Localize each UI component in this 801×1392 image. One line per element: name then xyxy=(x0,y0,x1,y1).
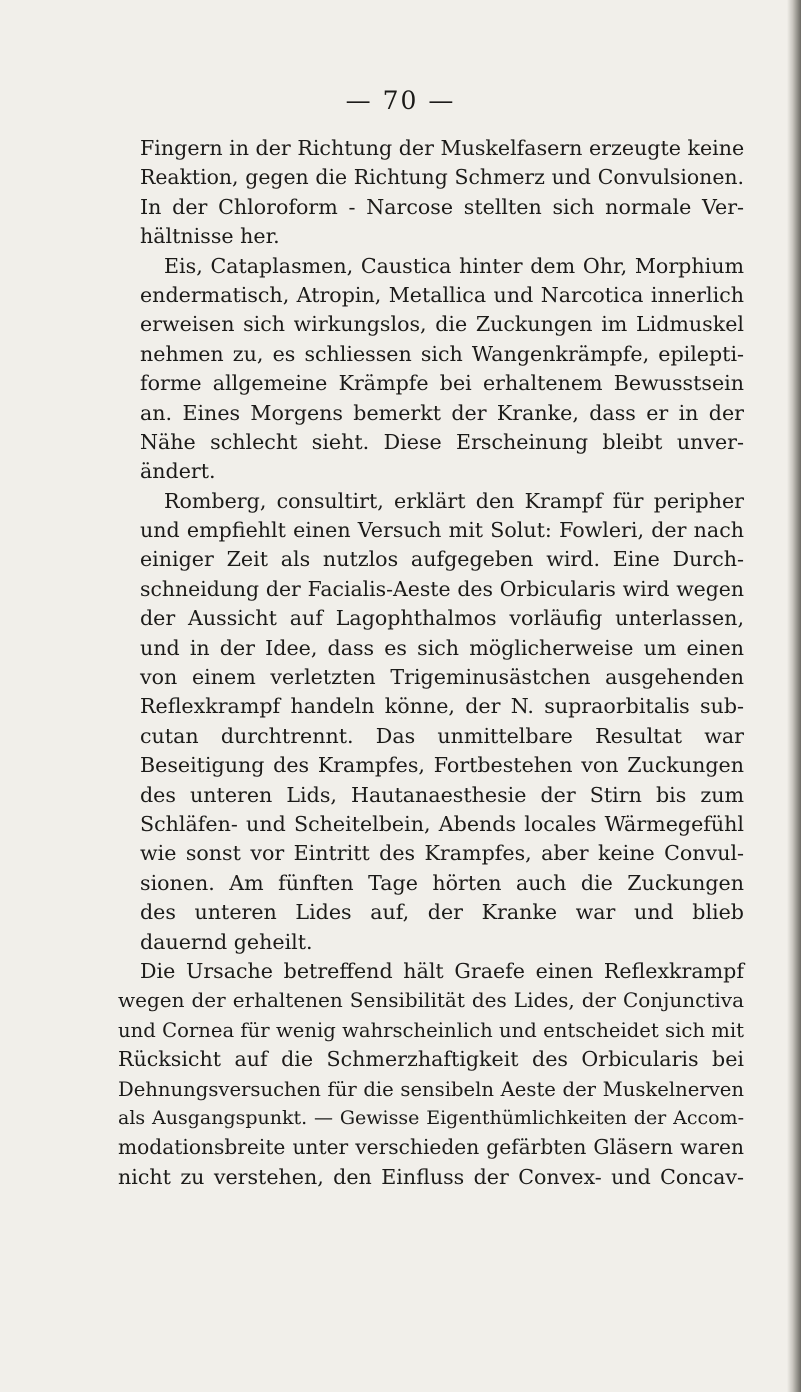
text-line: schneidung der Facialis-Aeste des Orbicularis wird wegen xyxy=(140,576,744,601)
text-line: sionen. Am fünften Tage hörten auch die Zuckungen xyxy=(140,870,744,895)
text-line: forme allgemeine Krämpfe bei erhaltenem Bewusstsein xyxy=(140,371,744,396)
text-line: nehmen zu, es schliessen sich Wangenkrämpfe, epilepti- xyxy=(140,341,744,366)
text-line: In der Chloroform - Narcose stellten sich normale Ver- xyxy=(140,194,744,219)
text-line: Rücksicht auf die Schmerzhaftigkeit des Orbicularis bei xyxy=(118,1047,744,1072)
text-line: Reaktion, gegen die Richtung Schmerz und Convulsionen. xyxy=(140,165,744,190)
text-line: einiger Zeit als nutzlos aufgegeben wird. Eine Durch- xyxy=(140,547,744,572)
text-line: modationsbreite unter verschieden gefärbten Gläsern waren xyxy=(118,1135,744,1160)
text-line: Schläfen- und Scheitelbein, Abends locales Wärmegefühl xyxy=(140,811,744,836)
page-number: — 70 — xyxy=(345,86,456,115)
text-line: wegen der erhaltenen Sensibilität des Lides, der Conjunctiva xyxy=(118,988,744,1013)
text-line: an. Eines Morgens bemerkt der Kranke, dass er in der xyxy=(140,400,744,425)
text-line: und empfiehlt einen Versuch mit Solut: Fowleri, der nach xyxy=(140,518,744,543)
text-line: hältnisse her. xyxy=(140,224,280,249)
text-line: Fingern in der Richtung der Muskelfasern erzeugte keine xyxy=(140,136,745,160)
text-line: Dehnungsversuchen für die sensibeln Aeste der Muskelnerven xyxy=(118,1077,744,1101)
text-line: Reflexkrampf handeln könne, der N. supraorbitalis sub- xyxy=(140,694,744,719)
text-line: als Ausgangspunkt. — Gewisse Eigenthümlichkeiten der Accom- xyxy=(118,1106,744,1129)
page-edge-shadow xyxy=(787,0,801,1392)
text-line: von einem verletzten Trigeminusästchen ausgehenden xyxy=(140,665,744,690)
text-line: dauernd geheilt. xyxy=(140,929,313,954)
text-line: und in der Idee, dass es sich möglicherweise um einen xyxy=(140,635,744,660)
text-line: Romberg, consultirt, erklärt den Krampf für peripher xyxy=(164,488,744,513)
text-line: Eis, Cataplasmen, Caustica hinter dem Ohr, Morphium xyxy=(164,253,744,278)
text-line: nicht zu verstehen, den Einfluss der Convex- und Concav- xyxy=(118,1164,744,1189)
text-line: der Aussicht auf Lagophthalmos vorläufig unterlassen, xyxy=(140,606,744,631)
text-line: Die Ursache betreffend hält Graefe einen Reflexkrampf xyxy=(140,958,744,983)
text-line: ändert. xyxy=(140,459,216,484)
body-text xyxy=(118,134,745,1192)
text-line: des unteren Lides auf, der Kranke war und blieb xyxy=(140,900,744,925)
text-line: endermatisch, Atropin, Metallica und Narcotica innerlich xyxy=(140,282,744,307)
text-line: und Cornea für wenig wahrscheinlich und entscheidet sich mit xyxy=(118,1018,744,1042)
text-line: des unteren Lids, Hautanaesthesie der Stirn bis zum xyxy=(140,782,744,807)
text-line: cutan durchtrennt. Das unmittelbare Resultat war xyxy=(140,723,744,748)
text-line: wie sonst vor Eintritt des Krampfes, aber keine Convul- xyxy=(140,841,744,866)
text-line: erweisen sich wirkungslos, die Zuckungen im Lidmuskel xyxy=(140,312,744,337)
text-line: Beseitigung des Krampfes, Fortbestehen von Zuckungen xyxy=(140,753,744,778)
text-line: Nähe schlecht sieht. Diese Erscheinung bleibt unver- xyxy=(140,429,744,454)
